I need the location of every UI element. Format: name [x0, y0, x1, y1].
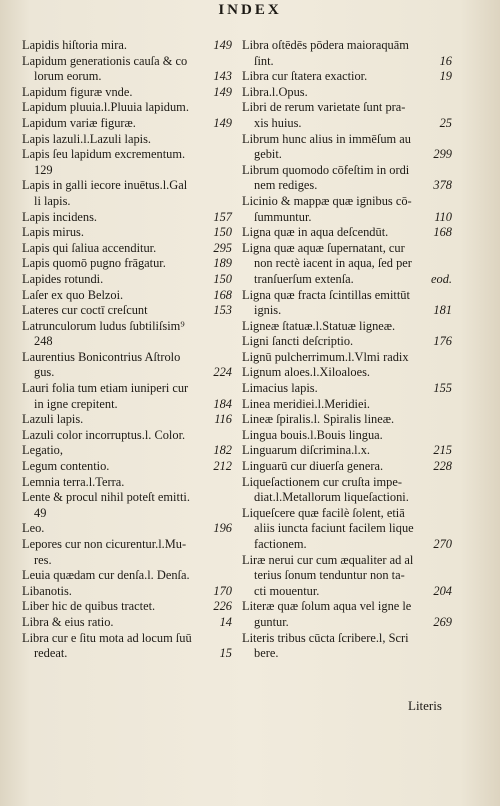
entry-continuation: gus. — [34, 365, 55, 380]
page-number: 184 — [213, 396, 232, 411]
entry-text: Libra oſtēdēs pōdera maioraquām — [242, 38, 409, 52]
entry-text: Linea meridiei.l.Meridiei. — [242, 396, 370, 411]
index-entry — [22, 85, 232, 101]
entry-text: Liqueſcere quæ facilè ſolent, etiā — [242, 505, 405, 520]
index-entry — [22, 615, 232, 631]
page-number: 228 — [433, 459, 452, 474]
entry-continuation: 49 — [34, 505, 47, 520]
index-entry — [22, 210, 232, 226]
index-entry — [242, 85, 452, 101]
entry-text: Linguarum diſcrimina.l.x. — [242, 443, 371, 458]
entry-text: Lapidum figuræ vnde. — [22, 84, 133, 99]
entry-continuation: 248 — [34, 334, 53, 349]
page-number: 168 — [213, 287, 232, 302]
page-number: 215 — [433, 443, 452, 458]
entry-text: Ligneæ ſtatuæ.l.Statuæ ligneæ. — [242, 318, 396, 333]
page-number: eod. — [431, 271, 452, 286]
index-entry — [22, 38, 232, 54]
entry-text: Lemnia terra.l.Terra. — [22, 474, 125, 489]
page-number: 196 — [213, 521, 232, 536]
entry-text: Ligna quæ fracta ſcintillas emittūt — [242, 287, 410, 302]
index-entry — [242, 506, 452, 537]
entry-text: Licinio & mappæ quæ ignibus cō- — [242, 193, 412, 208]
entry-text: Leo. — [22, 521, 45, 536]
page-number: 295 — [213, 240, 232, 255]
index-entry — [22, 428, 232, 444]
page-number: 15 — [219, 646, 232, 661]
index-entry — [242, 599, 452, 630]
page-number: 150 — [213, 271, 232, 286]
entry-text: Laſer ex quo Belzoi. — [22, 287, 124, 302]
index-entry — [242, 272, 452, 288]
entry-text: Lineæ ſpiralis.l. Spiralis lineæ. — [242, 412, 395, 427]
page-number: 143 — [213, 69, 232, 84]
page-number: 270 — [433, 537, 452, 551]
index-entry — [242, 288, 452, 319]
index-entry — [22, 303, 232, 319]
entry-text: Laurentius Bonicontrius Aſtrolo — [22, 349, 181, 364]
entry-continuation: ignis. — [254, 303, 282, 318]
entry-text: Ligni ſancti deſcriptio. — [242, 334, 354, 349]
entry-text: Libra & eius ratio. — [22, 614, 114, 629]
entry-text: Lapis lazuli.l.Lazuli lapis. — [22, 131, 152, 146]
index-entry — [22, 178, 232, 209]
entry-text: Librum quomodo cōfeſtim in ordi — [242, 162, 410, 177]
entry-continuation: in igne crepitent. — [34, 396, 118, 411]
page-number: 16 — [439, 53, 452, 68]
entry-text: Libra.l.Opus. — [242, 84, 308, 99]
index-column-right — [242, 38, 452, 662]
page-header: INDEX — [218, 2, 282, 18]
index-entry — [242, 459, 452, 475]
entry-text: Libri de rerum varietate ſunt pra- — [242, 100, 406, 115]
entry-text: Lazuli color incorruptus.l. Color. — [22, 427, 186, 442]
entry-text: factionem. — [254, 537, 307, 551]
entry-text: Ligna quæ aquæ ſupernatant, cur — [242, 240, 405, 255]
entry-text: Latrunculorum ludus ſubtiliſsim⁹ — [22, 318, 185, 333]
page-number: 170 — [213, 583, 232, 598]
entry-text: Liber hic de quibus tractet. — [22, 599, 156, 614]
entry-text: Legatio, — [22, 443, 63, 458]
index-column-left — [22, 38, 232, 662]
entry-text: Lingua bouis.l.Bouis lingua. — [242, 427, 383, 442]
entry-text: Lauri folia tum etiam iuniperi cur — [22, 381, 189, 396]
entry-continuation: diat.l.Metallorum liqueſactioni. — [254, 490, 409, 505]
page-number: 116 — [214, 412, 232, 427]
entry-text: Lapis qui ſaliua accenditur. — [22, 240, 157, 255]
page-number: 153 — [213, 303, 232, 318]
entry-text: Lapis ſeu lapidum excrementum. — [22, 147, 186, 162]
index-entry — [242, 428, 452, 444]
index-entry — [242, 69, 452, 85]
index-entry — [242, 194, 452, 225]
entry-text: Lapidis hiſtoria mira. — [22, 38, 127, 52]
entry-text: Literæ quæ ſolum aqua vel igne le — [242, 599, 412, 614]
entry-text: Liræ nerui cur cum æqualiter ad al — [242, 552, 414, 567]
index-entry — [22, 288, 232, 304]
entry-text: Lapis incidens. — [22, 209, 98, 224]
index-entry — [242, 100, 452, 131]
page-number: 149 — [213, 115, 232, 130]
entry-text: Lapis mirus. — [22, 225, 84, 240]
index-entry — [22, 521, 232, 537]
entry-text: Lazuli lapis. — [22, 412, 84, 427]
index-entry — [242, 132, 452, 163]
entry-text: Librum hunc alius in immēſum au — [242, 131, 411, 146]
page-number: 110 — [434, 209, 452, 224]
page-number: 150 — [213, 225, 232, 240]
index-entry — [22, 459, 232, 475]
entry-text: cti mouentur. — [254, 583, 320, 598]
entry-continuation: ſint. — [254, 53, 274, 68]
page-number: 212 — [213, 459, 232, 474]
page-number: 378 — [433, 178, 452, 193]
index-entry — [242, 381, 452, 397]
entry-text: Libra cur ſtatera exactior. — [242, 69, 368, 84]
index-entry — [22, 537, 232, 568]
index-entry — [242, 397, 452, 413]
index-entry — [22, 256, 232, 272]
entry-continuation: terius ſonum tenduntur non ta- — [254, 568, 405, 583]
entry-text: Liqueſactionem cur cruſta impe- — [242, 474, 402, 489]
entry-continuation: guntur. — [254, 614, 289, 629]
index-entry — [22, 54, 232, 85]
entry-text: Lapides rotundi. — [22, 271, 104, 286]
entry-text: Lignum aloes.l.Xiloaloes. — [242, 365, 371, 380]
index-entry — [22, 147, 232, 178]
index-entry — [242, 443, 452, 459]
entry-continuation: redeat. — [34, 646, 68, 661]
entry-text: Lapidum generationis cauſa & co — [22, 53, 188, 68]
page-number: 19 — [439, 69, 452, 84]
page-number: 269 — [433, 614, 452, 629]
page-number: 149 — [213, 38, 232, 52]
entry-continuation: res. — [34, 552, 52, 567]
page-number: 176 — [433, 334, 452, 349]
index-entry — [242, 537, 452, 553]
index-entry — [22, 475, 232, 491]
entry-continuation: ſummuntur. — [254, 209, 312, 224]
entry-text: Libra cur e ſitu mota ad locum ſuū — [22, 630, 192, 645]
page-number: 155 — [433, 381, 452, 396]
page-number: 149 — [213, 84, 232, 99]
page-number: 224 — [213, 365, 232, 380]
page-number: 299 — [433, 147, 452, 162]
page-number: 168 — [433, 225, 452, 240]
entry-text: Lepores cur non cicurentur.l.Mu- — [22, 537, 187, 551]
entry-text: Limacius lapis. — [242, 381, 318, 396]
index-entry — [242, 412, 452, 428]
index-entry — [22, 443, 232, 459]
entry-continuation: non rectè iacent in aqua, ſed per — [254, 256, 412, 271]
index-entry — [242, 553, 452, 584]
index-entry — [22, 631, 232, 662]
index-entry — [242, 241, 452, 272]
entry-continuation: 129 — [34, 162, 53, 177]
entry-text: Lente & procul nihil poteſt emitti. — [22, 490, 190, 505]
index-entry — [22, 116, 232, 132]
index-entry — [22, 225, 232, 241]
index-entry — [242, 319, 452, 335]
index-entry — [22, 241, 232, 257]
index-entry — [242, 631, 452, 662]
index-entry — [22, 319, 232, 350]
index-entry — [22, 100, 232, 116]
entry-text: Leuia quædam cur denſa.l. Denſa. — [22, 568, 190, 583]
page-number: 181 — [433, 303, 452, 318]
index-entry — [22, 584, 232, 600]
index-entry — [242, 163, 452, 194]
page-number: 157 — [213, 209, 232, 224]
index-entry — [242, 350, 452, 366]
entry-continuation: lorum eorum. — [34, 69, 102, 84]
index-entry — [22, 350, 232, 381]
index-entry — [22, 272, 232, 288]
page-number: 189 — [213, 256, 232, 271]
entry-text: Lapidum pluuia.l.Pluuia lapidum. — [22, 100, 189, 115]
index-entry — [22, 412, 232, 428]
entry-continuation: nem rediges. — [254, 178, 318, 193]
page-number: 226 — [213, 599, 232, 614]
index-entry — [22, 132, 232, 148]
entry-continuation: aliis iuncta faciunt facilem lique — [254, 521, 414, 536]
index-entry — [22, 381, 232, 412]
index-entry — [22, 490, 232, 521]
entry-text: Libanotis. — [22, 583, 72, 598]
entry-text: Literis tribus cūcta ſcribere.l, Scri — [242, 630, 409, 645]
index-entry — [242, 475, 452, 506]
catchword: Literis — [408, 698, 442, 713]
entry-text: Lapis quomō pugno frāgatur. — [22, 256, 166, 271]
index-entry — [242, 38, 452, 69]
index-entry — [242, 334, 452, 350]
entry-text: Lateres cur coctī creſcunt — [22, 303, 148, 318]
page-number: 182 — [213, 443, 232, 458]
entry-text: tranſuerſum extenſa. — [254, 271, 354, 286]
page-number: 204 — [433, 583, 452, 598]
entry-continuation: xis huius. — [254, 115, 302, 130]
entry-text: Lignū pulcherrimum.l.Vlmi radix — [242, 349, 409, 364]
entry-text: Legum contentio. — [22, 459, 110, 474]
entry-text: Lapis in galli iecore inuētus.l.Gal — [22, 178, 188, 193]
index-entry — [242, 584, 452, 600]
index-entry — [242, 225, 452, 241]
entry-continuation: li lapis. — [34, 193, 71, 208]
page-number: 25 — [439, 115, 452, 130]
page-number: 14 — [219, 614, 232, 629]
entry-continuation: bere. — [254, 646, 279, 661]
entry-continuation: gebit. — [254, 147, 282, 162]
entry-text: Lapidum variæ figuræ. — [22, 115, 136, 130]
index-entry — [242, 365, 452, 381]
entry-text: Linguarū cur diuerſa genera. — [242, 459, 384, 474]
entry-text: Ligna quæ in aqua deſcendūt. — [242, 225, 389, 240]
index-entry — [22, 599, 232, 615]
index-entry — [22, 568, 232, 584]
